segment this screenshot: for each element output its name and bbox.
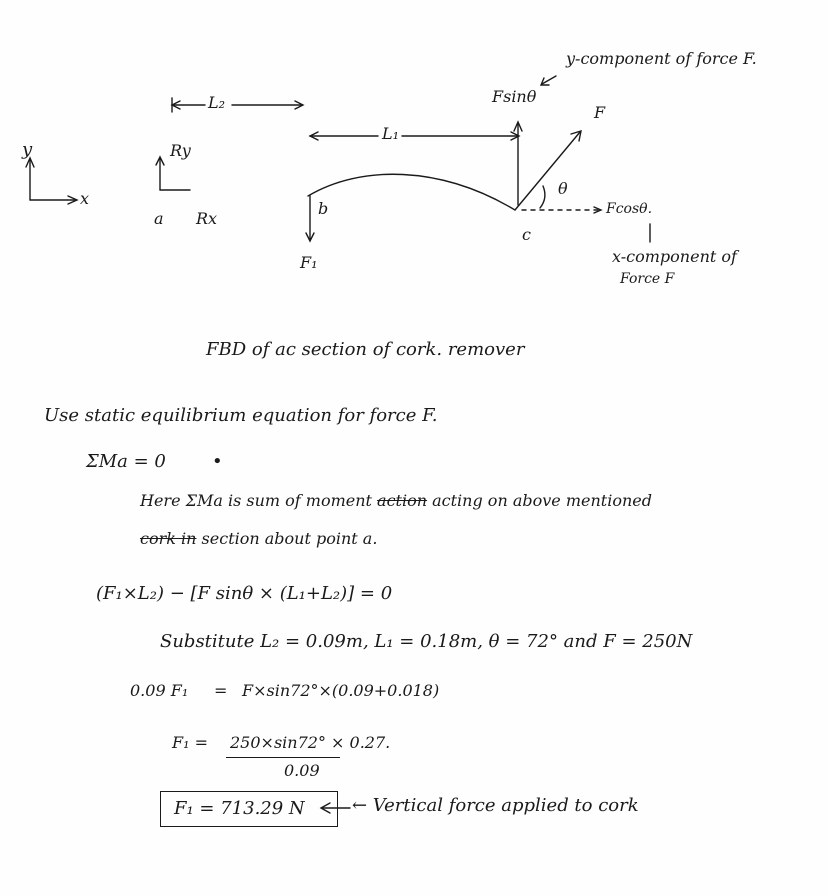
solution-intro: Use static equilibrium equation for force F. xyxy=(44,405,438,426)
moment-equation: (F₁×L₂) − [F sinθ × (L₁+L₂)] = 0 xyxy=(96,583,393,604)
note-line2-part-b: section about point a. xyxy=(201,529,378,548)
note-line1-part-b: acting on above mentioned xyxy=(432,491,652,510)
l1-label: L₁ xyxy=(382,124,400,143)
point-c-label: c xyxy=(522,225,531,244)
step1-right: F×sin72°×(0.09+0.018) xyxy=(242,681,440,700)
lever-curve xyxy=(308,174,515,210)
fraction-bar xyxy=(226,757,340,758)
step2-denominator: 0.09 xyxy=(284,761,320,780)
x-component-note-line2: Force F xyxy=(620,271,675,287)
ry-label: Ry xyxy=(170,141,191,160)
sum-moments-equation: ΣMa = 0 xyxy=(86,451,166,472)
note-line1-part-a: Here ΣMa is sum of moment xyxy=(140,491,372,510)
y-component-note: y-component of force F. xyxy=(566,49,757,68)
fbd-caption: FBD of ac section of cork. remover xyxy=(206,339,525,360)
point-b-label: b xyxy=(318,199,329,218)
substitute-values: Substitute L₂ = 0.09m, L₁ = 0.18m, θ = 72° and F = 250N xyxy=(160,631,693,652)
step2-left: F₁ = xyxy=(172,733,209,752)
point-a-label: a xyxy=(154,209,164,228)
result-note: ← Vertical force applied to cork xyxy=(352,795,639,816)
step1-left: 0.09 F₁ xyxy=(130,681,189,700)
note-line-2 xyxy=(140,530,377,548)
y-axis-label: y xyxy=(22,139,33,160)
x-component-note-line1: x-component of xyxy=(612,247,737,266)
step1-equals: = xyxy=(214,681,228,700)
l2-label: L₂ xyxy=(208,93,226,112)
note-line-1 xyxy=(140,492,652,510)
result-value: F₁ = 713.29 N xyxy=(174,798,305,819)
fsin-label: Fsinθ xyxy=(492,87,537,106)
theta-label: θ xyxy=(558,179,568,198)
note-line1-struck: action xyxy=(377,491,428,510)
x-axis-label: x xyxy=(80,189,90,208)
f-label: F xyxy=(594,103,606,122)
fcos-label: Fcosθ. xyxy=(606,201,653,217)
f-arrow-line xyxy=(515,132,580,210)
y-note-pointer xyxy=(542,76,556,84)
step2-numerator: 250×sin72° × 0.27. xyxy=(230,733,391,752)
dot-mark: • xyxy=(212,451,223,472)
theta-arc xyxy=(540,186,545,208)
rx-label: Rx xyxy=(196,209,218,228)
note-line2-struck: cork in xyxy=(140,529,197,548)
f1-label: F₁ xyxy=(300,253,318,272)
